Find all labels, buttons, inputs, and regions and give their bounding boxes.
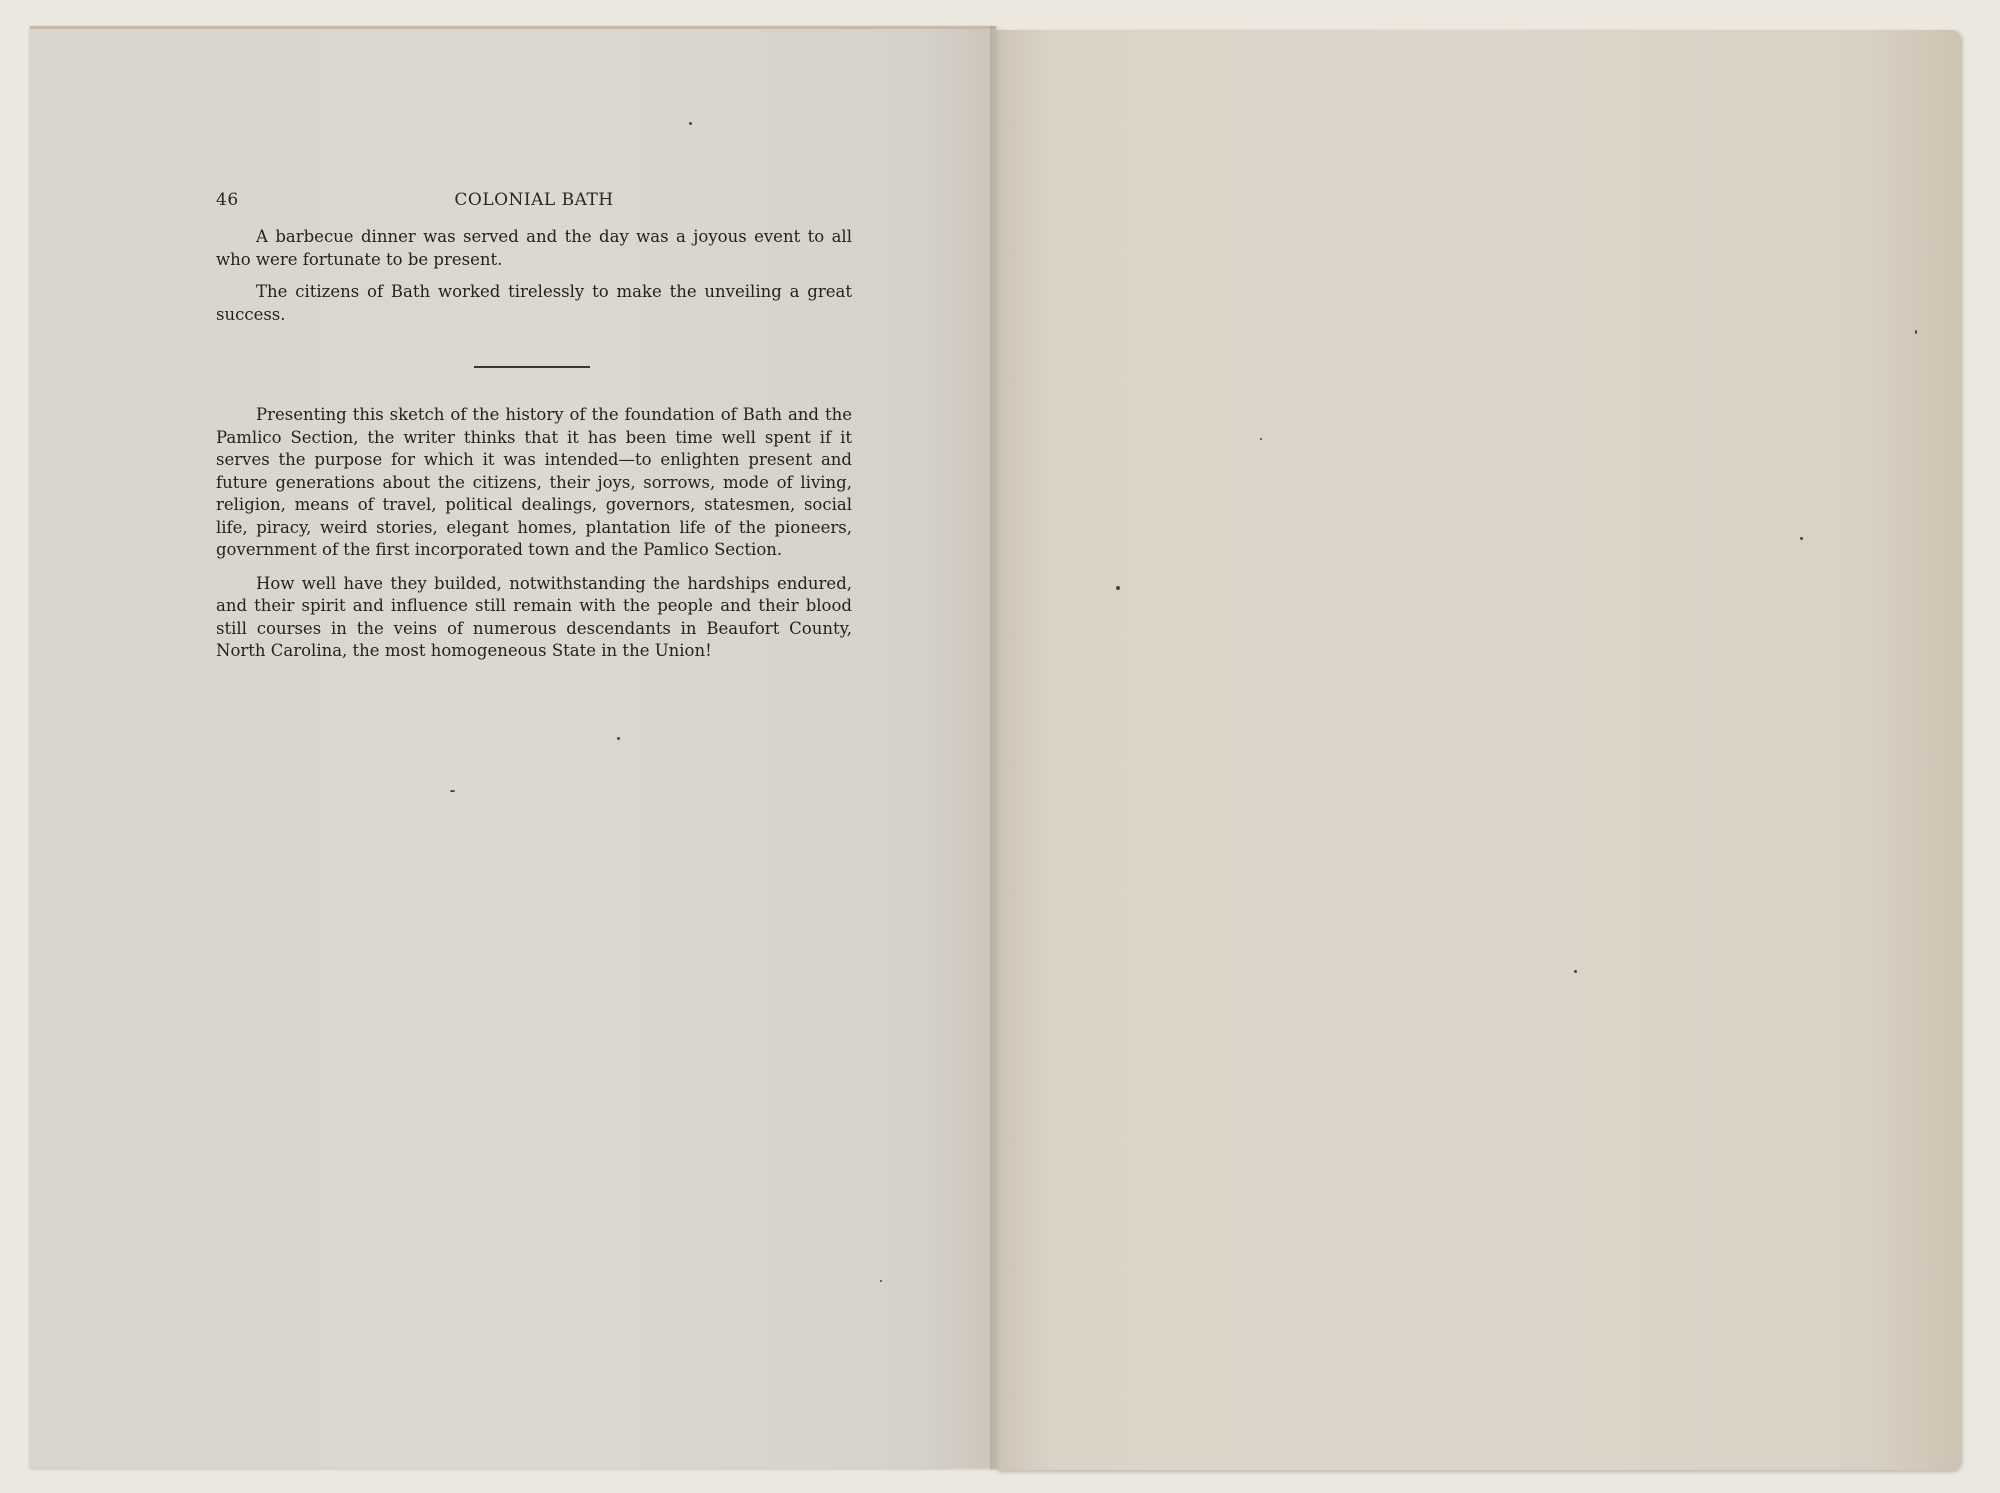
paragraph-barbecue: A barbecue dinner was served and the day was a joyous event to all who were fortunate to be present. <box>216 227 852 269</box>
running-title: COLONIAL BATH <box>454 190 614 210</box>
paper-speck <box>1800 537 1803 540</box>
text-block-top <box>216 226 852 336</box>
paper-speck <box>1915 330 1917 334</box>
right-page-blank <box>996 30 1960 1470</box>
page-number: 46 <box>216 190 239 210</box>
paper-speck <box>1574 970 1577 973</box>
paper-speck <box>689 122 692 125</box>
paragraph-presenting: Presenting this sketch of the history of the foundation of Bath and the Pamlico Section, the writer thinks that it has been time well spent if it serves the purpose for which it was intended—to enlighten present and future generations about the citizens, their joys, sorrows, mode of living, religion, means of travel, political dealings, governors, statesmen, social life, piracy, weird stories, elegant homes, plantation life of the pioneers, government of the first incorporated town and the Pamlico Section. <box>216 405 852 559</box>
paragraph-how-well: How well have they builded, notwithstanding the hardships endured, and their spirit and influence still remain with the people and their blood still courses in the veins of numerous descendants in Beaufort County, North Carolina, the most homogeneous State in the Union! <box>216 573 852 660</box>
paper-speck <box>1116 586 1120 590</box>
section-divider <box>474 366 590 368</box>
paragraph-unveiling: The citizens of Bath worked tirelessly to make the unveiling a great success. <box>216 282 852 324</box>
paper-speck <box>880 1280 882 1282</box>
text-block-bottom <box>216 404 852 673</box>
paper-speck <box>450 790 455 792</box>
paper-speck <box>1260 438 1262 440</box>
running-head <box>216 190 852 214</box>
book-gutter <box>990 26 1002 1470</box>
paper-speck <box>617 737 620 740</box>
